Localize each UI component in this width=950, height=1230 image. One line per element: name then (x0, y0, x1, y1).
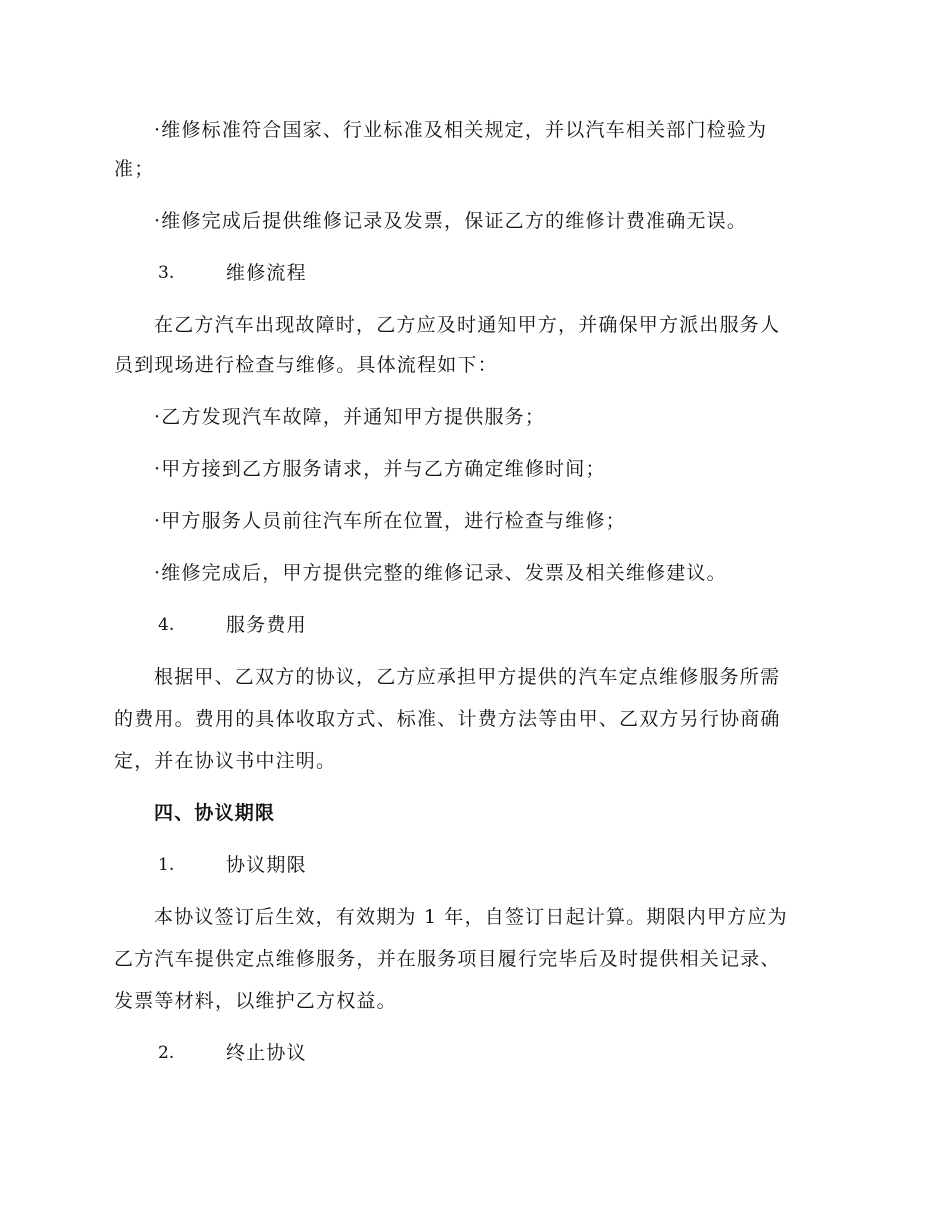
process-step: ·甲方接到乙方服务请求，并与乙方确定维修时间； (154, 458, 606, 480)
bullet-standard-line-2: 准； (114, 158, 155, 180)
section-3-number: 3. (158, 263, 175, 283)
fee-paragraph-line-1: 根据甲、乙双方的协议，乙方应承担甲方提供的汽车定点维修服务所需 (154, 666, 781, 688)
fee-paragraph-line-3: 定，并在协议书中注明。 (114, 750, 337, 772)
section-4-title: 服务费用 (226, 614, 307, 636)
term-section-2-title: 终止协议 (226, 1042, 307, 1064)
heading-agreement-term: 四、协议期限 (154, 802, 276, 824)
section-3-title: 维修流程 (226, 262, 307, 284)
process-step: ·乙方发现汽车故障，并通知甲方提供服务； (154, 406, 546, 428)
process-paragraph-line-2: 员到现场进行检查与维修。具体流程如下： (114, 354, 498, 376)
term-section-1-title: 协议期限 (226, 854, 307, 876)
term-paragraph-line-1: 本协议签订后生效，有效期为 1 年，自签订日起计算。期限内甲方应为 (154, 906, 788, 928)
bullet-standard-line-1: ·维修标准符合国家、行业标准及相关规定，并以汽车相关部门检验为 (154, 119, 768, 141)
term-paragraph-line-3: 发票等材料，以维护乙方权益。 (114, 990, 397, 1012)
section-4-number: 4. (158, 615, 175, 635)
bullet-records: ·维修完成后提供维修记录及发票，保证乙方的维修计费准确无误。 (154, 210, 748, 232)
fee-paragraph-line-2: 的费用。费用的具体收取方式、标准、计费方法等由甲、乙双方另行协商确 (114, 708, 781, 730)
process-step: ·维修完成后，甲方提供完整的维修记录、发票及相关维修建议。 (154, 562, 727, 584)
term-section-2-number: 2. (158, 1043, 175, 1063)
process-step: ·甲方服务人员前往汽车所在位置，进行检查与维修； (154, 510, 626, 532)
process-paragraph-line-1: 在乙方汽车出现故障时，乙方应及时通知甲方，并确保甲方派出服务人 (154, 314, 781, 336)
term-paragraph-line-2: 乙方汽车提供定点维修服务，并在服务项目履行完毕后及时提供相关记录、 (114, 948, 781, 970)
term-section-1-number: 1. (158, 855, 175, 875)
